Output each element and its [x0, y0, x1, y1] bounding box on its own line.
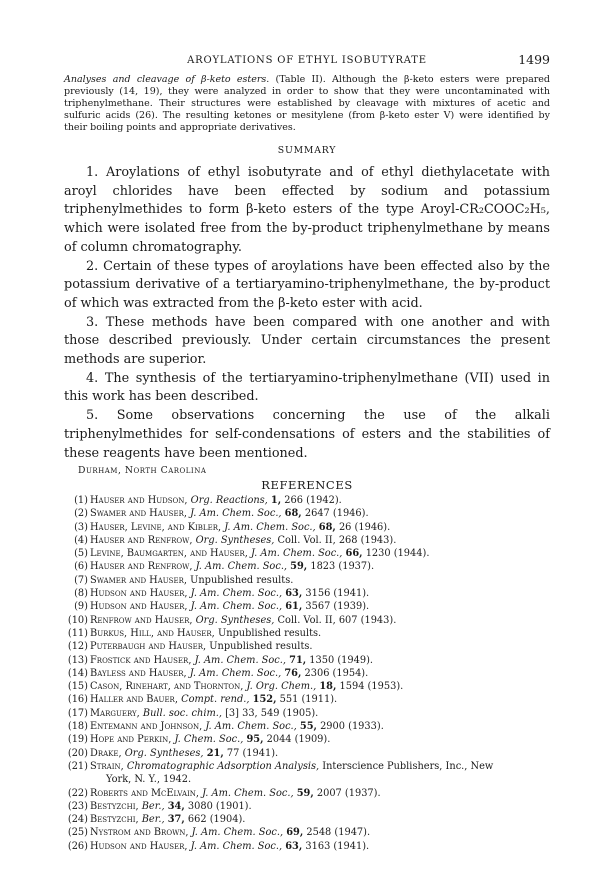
reference-journal: J. Am. Chem. Soc., — [205, 721, 297, 733]
reference-item — [64, 640, 550, 653]
reference-authors: Drake, — [90, 747, 122, 759]
reference-volume: 68, — [284, 508, 302, 520]
reference-number: (8) — [74, 588, 88, 600]
reference-authors: Swamer and Hauser, — [90, 574, 187, 586]
reference-number: (10) — [67, 614, 88, 626]
reference-details: Interscience Publishers, Inc., New — [322, 760, 494, 772]
reference-details: 2647 (1946). — [304, 508, 369, 520]
reference-item — [64, 494, 550, 507]
reference-journal: Org. Syntheses, — [195, 614, 275, 626]
reference-number: (9) — [74, 601, 88, 613]
reference-authors: Frostick and Hauser, — [90, 654, 192, 666]
reference-authors: Hauser and Hudson, — [90, 495, 188, 506]
reference-item — [64, 667, 550, 680]
reference-number: (19) — [67, 734, 88, 746]
reference-number: (7) — [74, 574, 88, 586]
reference-details: 662 (1904). — [187, 814, 246, 826]
reference-volume: 61, — [285, 601, 303, 613]
reference-details: Unpublished results. — [190, 574, 294, 586]
reference-item — [64, 813, 550, 826]
summary-item: 5. Some observations concerning the use of the alkali triphenylmethides for self-condensations of esters and the stabilities of these reagents have been mentioned. — [64, 408, 550, 461]
reference-journal: Compt. rend., — [181, 694, 250, 706]
reference-number: (15) — [67, 681, 88, 693]
reference-details: 551 (1911). — [279, 694, 338, 706]
reference-details: 1230 (1944). — [365, 548, 430, 560]
reference-volume: 63, — [285, 588, 303, 600]
reference-number: (21) — [67, 760, 88, 772]
reference-details: 3080 (1901). — [187, 800, 252, 812]
reference-authors: Nystrom and Brown, — [90, 827, 189, 839]
reference-authors: Hauser and Renfrow, — [90, 561, 193, 573]
reference-item — [64, 747, 550, 760]
reference-item — [64, 521, 550, 534]
reference-number: (12) — [67, 641, 88, 653]
reference-authors: Hauser, Levine, and Kibler, — [90, 521, 222, 533]
reference-volume: 68, — [318, 521, 336, 533]
reference-authors: Roberts and McElvain, — [90, 787, 199, 799]
summary-item: 4. The synthesis of the tertiaryamino-triphenylmethane (VII) used in this work has been described. — [64, 370, 550, 405]
reference-authors: Strain, — [90, 760, 124, 772]
reference-details: 26 (1946). — [338, 521, 391, 533]
reference-volume: 34, — [167, 800, 185, 812]
author-location: Durham, North Carolina — [78, 465, 207, 476]
reference-volume: 69, — [286, 827, 304, 839]
reference-item — [64, 534, 550, 547]
reference-number: (18) — [67, 721, 88, 733]
reference-volume: 59, — [290, 561, 308, 573]
reference-item — [64, 733, 550, 746]
reference-journal: J. Am. Chem. Soc., — [190, 601, 283, 613]
reference-journal: J. Am. Chem. Soc., — [190, 508, 282, 520]
reference-authors: Marguery, — [90, 707, 140, 719]
reference-item — [64, 800, 550, 813]
reference-volume: 55, — [299, 721, 317, 733]
reference-item — [64, 826, 550, 839]
reference-journal: Chromatographic Adsorption Analysis, — [126, 760, 320, 772]
intro-paragraph — [64, 74, 550, 134]
reference-volume: 63, — [285, 840, 303, 852]
reference-number: (4) — [74, 534, 88, 546]
reference-journal: J. Am. Chem. Soc., — [194, 654, 286, 666]
reference-item — [64, 574, 550, 587]
reference-item — [64, 760, 550, 787]
reference-authors: Hauser and Renfrow, — [90, 534, 193, 546]
reference-item — [64, 840, 550, 853]
reference-item — [64, 680, 550, 693]
reference-journal: J. Am. Chem. Soc., — [224, 521, 316, 533]
reference-details: 2900 (1933). — [320, 721, 384, 733]
reference-details: 3156 (1941). — [305, 588, 370, 600]
reference-authors: Cason, Rinehart, and Thornton, — [90, 681, 244, 693]
reference-volume: 18, — [319, 681, 337, 693]
reference-journal: Ber., — [141, 800, 165, 812]
reference-journal: Bull. soc. chim., — [142, 707, 222, 719]
reference-details: 2306 (1954). — [304, 667, 369, 679]
intro-text: (Table II). Although the β-keto esters were prepared previously (14, 19), they were analyzed in order to show that they were uncontaminated with triphenylmethane. Their structures were established by cleavage with mixtures of acetic and sulfuric acids (26). The resulting ketones or mesitylene (from β-keto ester V) were identified by their boiling points and appropriate derivatives. — [64, 74, 550, 133]
reference-journal: J. Chem. Soc., — [174, 734, 244, 746]
reference-item — [64, 587, 550, 600]
reference-authors: Hudson and Hauser, — [90, 588, 188, 600]
reference-journal: Org. Syntheses, — [124, 747, 204, 759]
reference-authors: Swamer and Hauser, — [90, 508, 187, 520]
reference-authors: Entemann and Johnson, — [90, 721, 203, 733]
reference-journal: Org. Reactions, — [190, 495, 268, 506]
reference-details: 3567 (1939). — [305, 601, 370, 613]
reference-details: Coll. Vol. II, 607 (1943). — [277, 614, 397, 626]
reference-volume: 152, — [252, 694, 277, 706]
reference-item — [64, 654, 550, 667]
reference-journal: J. Am. Chem. Soc., — [191, 827, 284, 839]
reference-number: (26) — [67, 840, 88, 852]
reference-item — [64, 600, 550, 613]
reference-details: 2007 (1937). — [316, 787, 381, 799]
reference-details: 1823 (1937). — [310, 561, 375, 573]
reference-number: (24) — [67, 814, 88, 826]
reference-details: 3163 (1941). — [305, 840, 370, 852]
reference-number: (25) — [67, 827, 88, 839]
reference-authors: Bestyzchi, — [90, 814, 139, 826]
reference-authors: Hudson and Hauser, — [90, 840, 188, 852]
page-number: 1499 — [518, 52, 550, 67]
reference-item — [64, 707, 550, 720]
reference-number: (22) — [67, 787, 88, 799]
reference-journal: J. Am. Chem. Soc., — [190, 588, 283, 600]
reference-item — [64, 547, 550, 560]
reference-volume: 37, — [167, 814, 185, 826]
reference-journal: J. Org. Chem., — [246, 681, 317, 693]
reference-number: (2) — [74, 508, 88, 520]
reference-details: 2044 (1909). — [266, 734, 331, 746]
reference-authors: Renfrow and Hauser, — [90, 614, 193, 626]
reference-number: (5) — [74, 548, 88, 560]
reference-item — [64, 627, 550, 640]
references-heading: REFERENCES — [261, 478, 353, 492]
reference-authors: Levine, Baumgarten, and Hauser, — [90, 548, 248, 560]
reference-number: (16) — [67, 694, 88, 706]
reference-authors: Hope and Perkin, — [90, 734, 172, 746]
reference-item — [64, 560, 550, 573]
running-title: AROYLATIONS OF ETHYL ISOBUTYRATE — [187, 55, 427, 66]
summary-list — [64, 164, 550, 463]
reference-details: 1350 (1949). — [309, 654, 374, 666]
reference-volume: 21, — [206, 747, 224, 759]
reference-details: 77 (1941). — [226, 747, 279, 759]
reference-volume: 71, — [289, 654, 307, 666]
reference-details: 266 (1942). — [284, 495, 342, 506]
summary-heading: SUMMARY — [277, 145, 337, 156]
reference-volume: 59, — [296, 787, 314, 799]
reference-item — [64, 693, 550, 706]
reference-authors: Puterbaugh and Hauser, — [90, 641, 207, 653]
reference-authors: Bestyzchi, — [90, 800, 139, 812]
reference-item — [64, 507, 550, 520]
reference-journal: J. Am. Chem. Soc., — [195, 561, 288, 573]
reference-authors: Bayless and Hauser, — [90, 667, 187, 679]
reference-details: Unpublished results. — [209, 641, 313, 653]
reference-item — [64, 787, 550, 800]
reference-number: (13) — [67, 654, 88, 666]
reference-journal: J. Am. Chem. Soc., — [250, 548, 343, 560]
reference-authors: Haller and Bauer, — [90, 694, 178, 706]
reference-journal: Ber., — [141, 814, 165, 826]
reference-number: (17) — [67, 707, 88, 719]
reference-continuation: York, N. Y., 1942. — [106, 774, 192, 786]
reference-details: 1594 (1953). — [339, 681, 404, 693]
reference-volume: 1, — [270, 495, 282, 506]
reference-number: (20) — [67, 747, 88, 759]
reference-number: (6) — [74, 561, 88, 573]
reference-journal: Org. Syntheses, — [195, 534, 275, 546]
reference-number: (14) — [67, 667, 88, 679]
reference-number: (1) — [74, 495, 88, 506]
reference-volume: 66, — [345, 548, 363, 560]
page-header — [64, 52, 550, 68]
reference-authors: Hudson and Hauser, — [90, 601, 188, 613]
reference-volume: 95, — [246, 734, 264, 746]
reference-item — [64, 614, 550, 627]
summary-item: 2. Certain of these types of aroylations have been effected also by the potassium derivative of a tertiaryamino-triphenylmethane, the by-product of which was extracted from the β-keto ester with acid. — [64, 258, 550, 311]
reference-journal: J. Am. Chem. Soc., — [189, 667, 282, 679]
reference-number: (3) — [74, 521, 88, 533]
reference-details: 2548 (1947). — [306, 827, 371, 839]
reference-number: (11) — [67, 627, 88, 639]
reference-number: (23) — [67, 800, 88, 812]
reference-details: Unpublished results. — [217, 627, 322, 639]
reference-item — [64, 720, 550, 733]
reference-journal: J. Am. Chem. Soc., — [202, 787, 294, 799]
summary-item: 3. These methods have been compared with one another and with those described previously. Under certain circumstances the present methods are superior. — [64, 314, 550, 368]
references-list — [64, 494, 550, 853]
reference-authors: Burkus, Hill, and Hauser, — [90, 627, 215, 639]
reference-journal: J. Am. Chem. Soc., — [190, 840, 283, 852]
summary-item: 1. Aroylations of ethyl isobutyrate and of ethyl diethylacetate with aroyl chlorides have been effected by sodium and potassium triphenylmethides to form β-keto esters of the type Aroyl-CR₂COOC₂H₅, which were isolated free from the by-product triphenylmethane by means of column chromatography. — [64, 165, 550, 255]
reference-volume: 76, — [284, 667, 302, 679]
intro-lead: Analyses and cleavage of β-keto esters. — [64, 74, 270, 85]
reference-details: [3] 33, 549 (1905). — [225, 707, 319, 719]
reference-details: Coll. Vol. II, 268 (1943). — [277, 534, 397, 546]
